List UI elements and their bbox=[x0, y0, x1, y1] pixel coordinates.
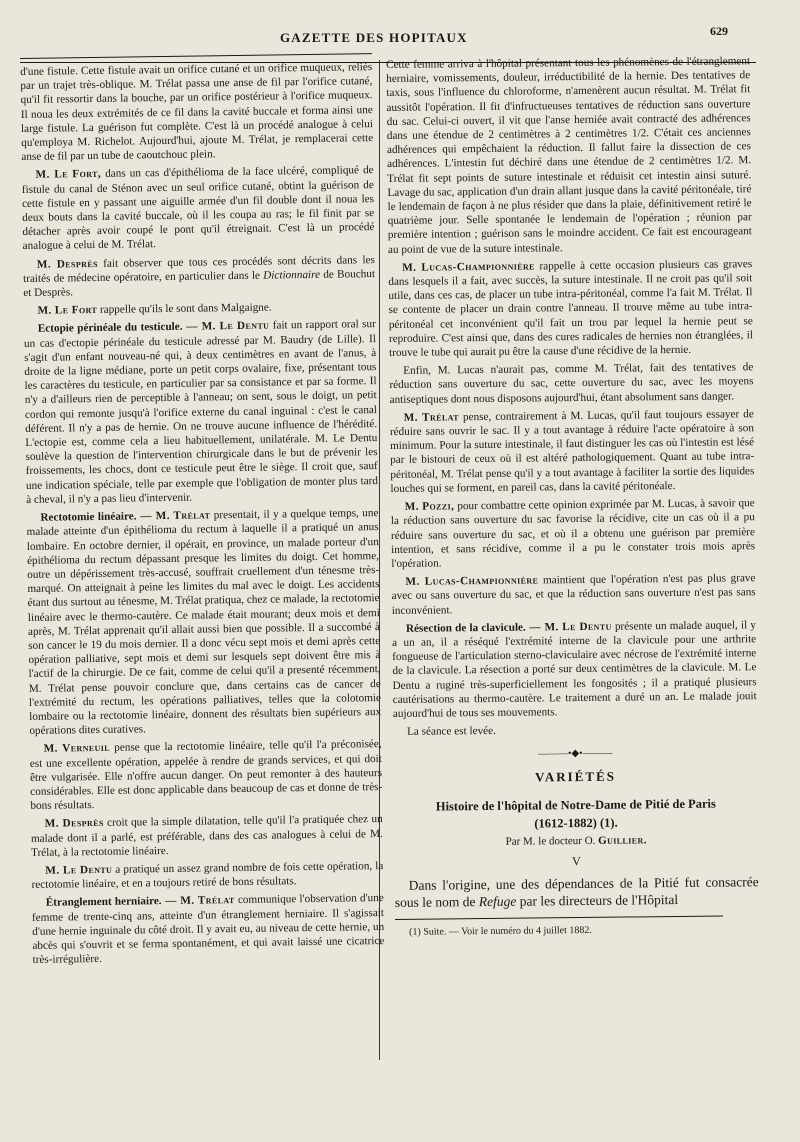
paragraph: M. Le Dentu a pratiqué un assez grand nombre de fois cette opération, la rectotomie linéaire, et en a toujours retiré de bons résultats. bbox=[31, 859, 384, 892]
journal-title: GAZETTE DES HOPITAUX bbox=[280, 30, 468, 45]
left-top-rule bbox=[20, 53, 372, 59]
page-number: 629 bbox=[710, 24, 728, 38]
footnote: (1) Suite. — Voir le numéro du 4 juillet 1882. bbox=[409, 924, 592, 938]
speaker-name: — M. Trélat bbox=[161, 894, 235, 908]
speaker-name: M. Verneuil bbox=[43, 742, 111, 756]
paragraph: Étranglement herniaire. — M. Trélat communique l'observation d'une femme de trente-cinq ans, atteinte d'un étranglement herniaire. Il s'agissait d'une hernie inguinale du côté droit. Il y avait eu, au niveau de cette hernie, un abcès qui s'ouvrit et se ferma spontanément, et qui avait laissé une cicatrice très-irrégulière. bbox=[31, 892, 385, 967]
speaker-name: M. Desprès bbox=[44, 817, 104, 831]
section-title: VARIÉTÉS bbox=[535, 768, 616, 785]
paragraph: M. Desprès fait observer que tous ces procédés sont décrits dans les traités de médecine opératoire, en particulier dans le Dictionnaire de Bouchut et Desprès. bbox=[22, 253, 376, 300]
session-closing: La séance est levée. bbox=[406, 725, 496, 738]
ornament-divider: ———•◆•——— bbox=[537, 748, 613, 760]
speaker-name: M. Trélat bbox=[403, 411, 460, 424]
paragraph: Rectotomie linéaire. — M. Trélat presentait, il y a quelque temps, une malade atteinte d'un épithélioma du rectum à laquelle il a pratiqué un anus lombaire. En octobre dernier, il opérait, en province, un malade porteur d'un épithélioma du rectum dépassant presque les limites du doigt. Cet homme, outre un dépérissement très-accusé, souffrait cruellement d'un ténesme très-marqué. On atteignait à peine les limites du mal avec le doigt. Les accidents étant dus surtout au ténesme, M. Trélat pratiqua, chez ce malade, la rectotomie linéaire avec le thermo-cautère. Ce malade était mourant; deux mois et demi après, M. Trélat apprenait qu'il allait aussi bien que possible. Il a succombé à son cancer le 19 du mois dernier. Il a donc vécu sept mois et demi après cette opération palliative, sept mois et demi sur lesquels sept doivent être mis à l'actif de la chirurgie. De ce fait, comme de celui qu'il a presenté récemment, M. Trélat pense pouvoir conclure que, dans certains cas de cancer de l'extrémité du rectum, les opérations palliatives, telles que la colotomie lombaire ou la rectotomie linéaire, donnent des résultats bien supérieurs aux opérations dites curatives. bbox=[26, 507, 382, 738]
paragraph: M. Le Fort rappelle qu'ils le sont dans Malgaigne. bbox=[37, 301, 272, 318]
paragraph: M. Trélat pense, contrairement à M. Lucas, qu'il faut toujours essayer de réduire sans ouvrir le sac. Il y a tout avantage à réduire l'acte opératoire à son minimum. Pour la suture intestinale, il faut distinguer les cas où l'intestin est lésé par le bistouri de ceux où il est altéré pathologiquement. Quant au tube intra-péritonéal, M. Trélat pense qu'il y a tout avantage à faciliter la sortie des liquides louches qui se forment, en pareil cas, dans la cavité péritonéale. bbox=[389, 408, 755, 495]
paragraph: M. Desprès croit que la simple dilatation, telle qu'il l'a pratiquée chez un malade dont il a parlé, est préférable, dans des cas analogues à celui de M. Trélat, à la rectotomie linéaire. bbox=[30, 813, 383, 859]
paragraph: Résection de la clavicule. — M. Le Dentu présente un malade auquel, il y a un an, il a réséqué l'extrémité interne de la clavicule pour une arthrite fongueuse de l'articulation sterno-claviculaire avec nécrose de l'extrémité interne de la clavicule. La résection a porté sur deux centimètres de la clavicule. M. Le Dentu a ruginé très-superficiellement les fongosités ; il a pratiqué plusieurs cautérisations au thermo-cautère. Le traitement a duré un an. Le malade jouit aujourd'hui de tous ses mouvements. bbox=[392, 618, 757, 720]
speaker-name: M. Le Fort bbox=[37, 304, 98, 318]
speaker-name: M. Pozzi, bbox=[404, 500, 455, 513]
speaker-name: M. Le Dentu bbox=[45, 863, 113, 877]
paragraph: Ectopie périnéale du testicule. — M. Le Dentu fait un rapport oral sur un cas d'ectopie périnéale du testicule adressé par M. Baudry (de Lille). Il s'agit d'un enfant nouveau-né qui, à deux centimètres en avant de l'anus, à droite de la ligne médiane, porte un petit corps ovalaire, fixe, présentant tous les caractères du testicule, en particulier par sa consistance et par sa forme. Il n'y a d'ailleurs rien de perceptible à l'anneau; on sent, sous le doigt, un petit cordon qui remonte jusqu'à l'orifice externe du canal inguinal : c'est le canal déférent. Il n'y a pas de hernie. On ne trouve aucune influence de l'hérédité. L'ectopie est, comme cela a lieu habituellement, unilatérale. M. Le Dentu soulève la question de l'intervention chirurgicale dans le but de prévenir les froissements, les chocs, dont ce testicule peut être le siège. Il croit que, sauf une indication spéciale, telle par exemple que l'obligation de monter plus tard à cheval, il n'y a pas lieu d'intervenir. bbox=[23, 318, 379, 506]
chapter-number: V bbox=[572, 854, 581, 869]
right-column bbox=[386, 54, 759, 944]
article-title: Histoire de l'hôpital de Notre-Dame de Pitié de Paris bbox=[435, 796, 716, 814]
paragraph: M. Pozzi, pour combattre cette opinion exprimée par M. Lucas, à savoir que la réduction sans ouverture du sac favorise la récidive, cite un cas où il a pu réduire sans ouverture du sac, et où il a obtenu une guérison par première intention, et sans récidive, comme il a pu le constater trois mois après l'opération. bbox=[390, 497, 756, 570]
paragraph: M. Verneuil pense que la rectotomie linéaire, telle qu'il l'a préconisée, est une excellente opération, appelée à rendre de grands services, et qui doit être vulgarisée. Elle n'offre aucun danger. On peut remonter à des hauteurs considérables. Elle est donc applicable dans beaucoup de cas et donne de très-bons résultats. bbox=[29, 738, 383, 813]
rubric-heading: Résection de la clavicule. bbox=[405, 621, 526, 635]
rubric-heading: Ectopie périnéale du testicule. bbox=[37, 321, 183, 336]
speaker-name: — M. Trélat bbox=[136, 509, 211, 523]
speaker-name: — M. Le Dentu bbox=[182, 319, 270, 334]
page-header bbox=[0, 18, 800, 48]
rubric-heading: Rectotomie linéaire. bbox=[40, 510, 137, 524]
speaker-name: M. Lucas-Championnière bbox=[405, 574, 539, 588]
speaker-name: — M. Le Dentu bbox=[525, 620, 612, 634]
paragraph: M. Lucas-Championnière rappelle à cette occasion plusieurs cas graves dans lesquels il a fait, avec succès, la suture intestinale. Il ne croit pas qu'il soit utile, dans ces cas, de placer un tube intra-péritonéal, comme l'a fait M. Trélat. Il se contente de placer un drain contre l'anneau. Il trouve même au tube intra-péritonéal cet inconvénient qu'il fait un trou par lequel la hernie peut se reproduire. C'est ainsi que, dans des cures radicales de hernies non étranglées, il trouve le tube qui aurait pu être la cause d'une récidive de la hernie. bbox=[388, 258, 753, 360]
speaker-name: M. Lucas-Championnière bbox=[402, 260, 535, 274]
paragraph: Dans l'origine, une des dépendances de la Pitié fut consacrée sous le nom de Refuge par les directeurs de l'Hôpital bbox=[394, 873, 759, 910]
left-column bbox=[20, 53, 385, 971]
footnote-rule bbox=[395, 915, 723, 919]
article-years: (1612-1882) (1). bbox=[534, 815, 618, 831]
paragraph: M. Le Fort, dans un cas d'épithélioma de la face ulcéré, compliqué de fistule du canal de Sténon avec un seul orifice cutané, obtint la guérison de cette fistule en y passant une aiguille armée d'un fil double dont il noua les deux bouts dans la cavité buccale, où il les coupa au ras; le fil finit par se détacher après avoir coupé le pont qu'il étreignait. C'est là un procédé analogue à celui de M. Trélat. bbox=[21, 164, 375, 253]
speaker-name: M. Le Fort, bbox=[35, 168, 102, 182]
paragraph: Enfin, M. Lucas n'aurait pas, comme M. Trélat, fait des tentatives de réduction sans ouverture du sac, cette ouverture du sac, avec les moyens antiseptiques dont nous disposons aujourd'hui, étant absolument sans danger. bbox=[389, 361, 754, 406]
rubric-heading: Étranglement herniaire. bbox=[45, 895, 162, 910]
paragraph: Cette femme arriva à l'hôpital présentant tous les phénomènes de l'étranglement herniaire, vomissements, douleur, irréductibilité de la hernie. Des tentatives de taxis, sous l'influence du chloroforme, n'amenèrent aucun résultat. M. Trélat fit aussitôt l'opération. Il fit d'infructueuses tentatives de réduction sans ouverture du sac. Celui-ci ouvert, il vit que l'anse herniée avait contracté des adhérences dans une étendue de 2 centimètres à 2 centimètres 1/2. C'était ces anciennes adhérences qui empêchaient la réduction. Il fallut faire la dissection de ces adhérences. L'intestin fut déchiré dans une étendue de 2 centimètres 1/2. M. Trélat fit sept points de suture intestinale et réduisit cet intestin ainsi suturé. Lavage du sac, application d'un drain allant jusque dans la cavité péritonéale, tiré le lendemain de façon à ne plus résider que dans la plaie, définitivement retiré le quatrième jour. Selle spontanée le lendemain de l'opération ; réunion par première intention ; guérison sans le moindre accident. Ce fait est encourageant au point de vue de la suture intestinale. bbox=[386, 55, 752, 256]
article-author: Par M. le docteur O. Guillier. bbox=[505, 834, 647, 848]
speaker-name: M. Desprès bbox=[36, 257, 98, 271]
paragraph: d'une fistule. Cette fistule avait un orifice cutané et un orifice muqueux, reliés par un trajet très-oblique. M. Trélat passa une anse de fil par l'orifice cutané, qu'il fit ressortir dans la bouche, par un orifice postérieur à l'orifice muqueux. Il noua les deux extrémités de ce fil dans la cavité buccale et forma ainsi une large fistule. La guérison fut complète. C'est là un procédé analogue à celui qu'employa M. Richelot. Aujourd'hui, ajoute M. Trélat, je remplacerai cette anse de fil par un tube de caoutchouc plein. bbox=[20, 61, 374, 164]
paragraph: M. Lucas-Championnière maintient que l'opération n'est pas plus grave avec ou sans ouverture du sac, et que la réduction sans ouverture n'est pas sans inconvénient. bbox=[391, 572, 756, 617]
